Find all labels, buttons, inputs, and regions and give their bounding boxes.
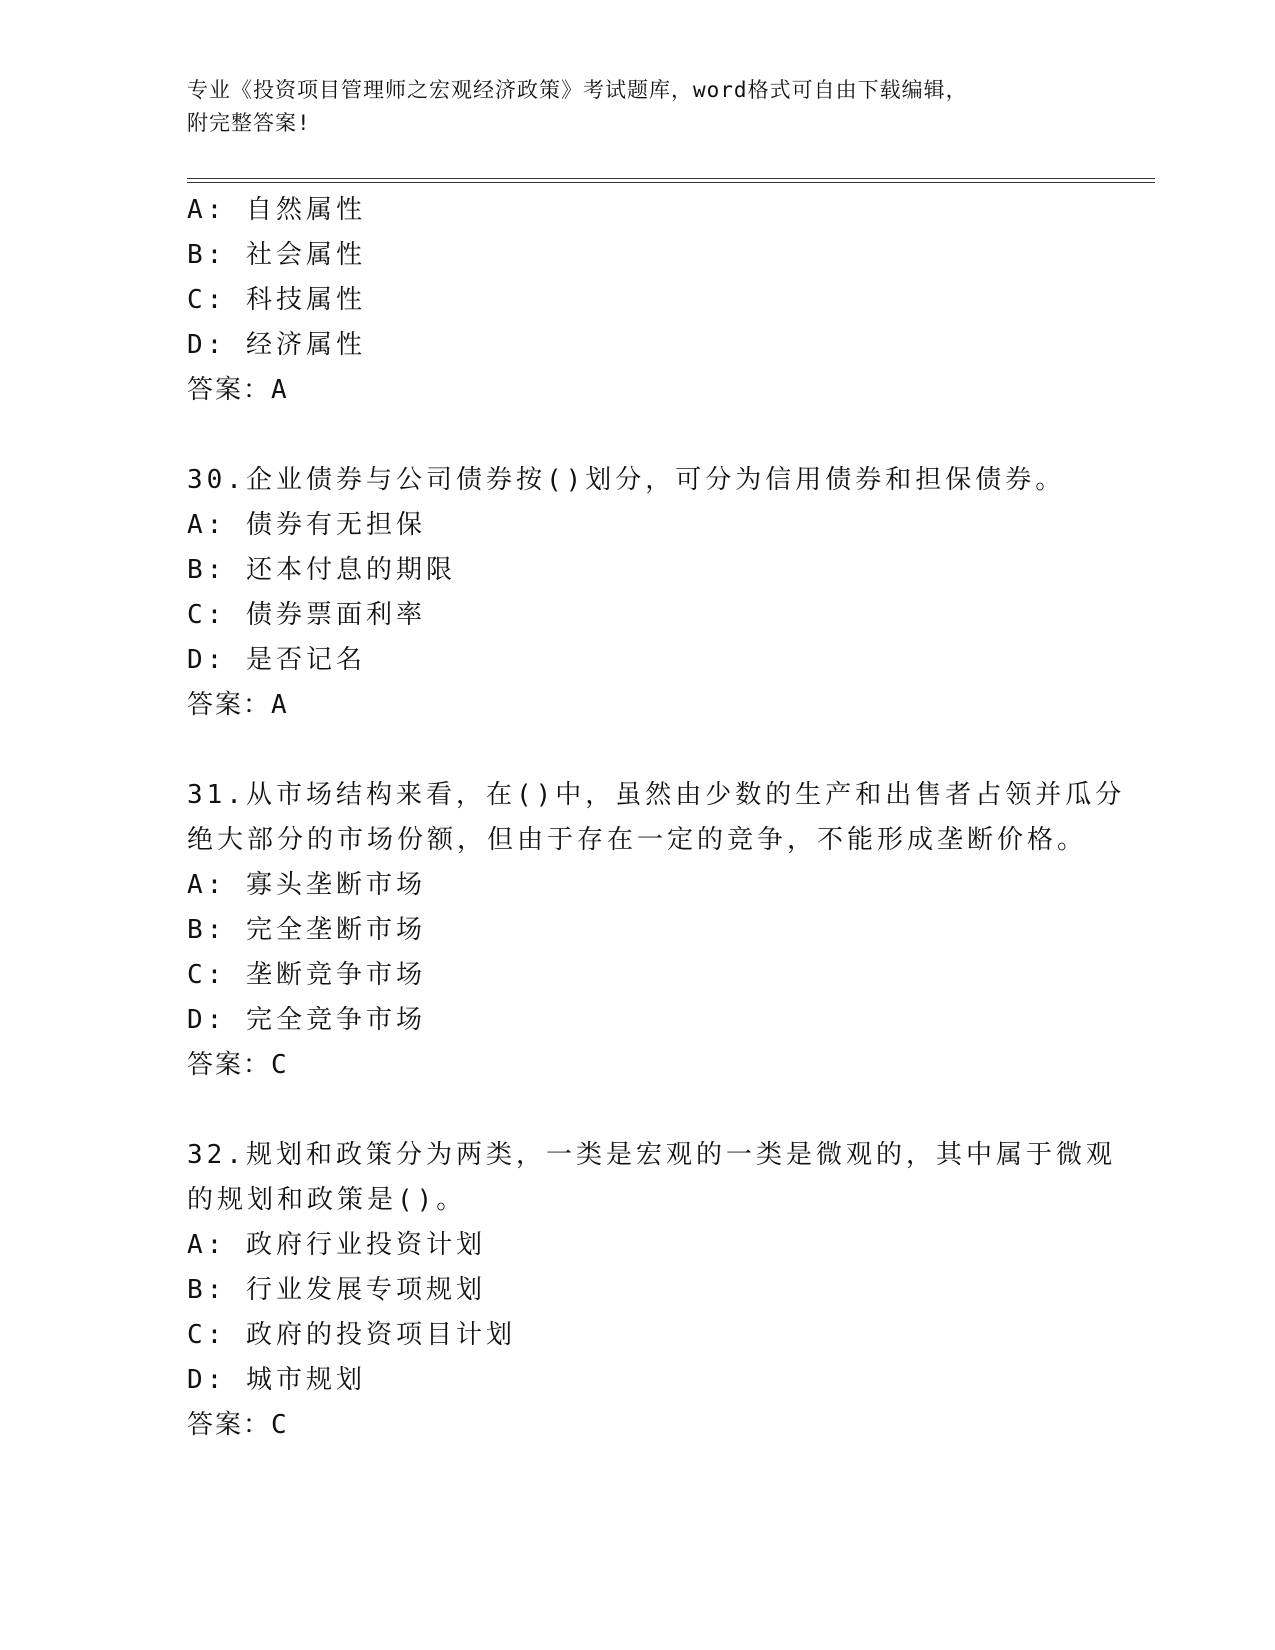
q32-stem-line-1: 32.规划和政策分为两类，一类是宏观的一类是微观的，其中属于微观 (187, 1140, 1116, 1170)
q30-answer: 答案：A (187, 690, 289, 720)
header-divider-bottom (187, 182, 1155, 183)
q31-stem-line-2: 绝大部分的市场份额，但由于存在一定的竞争，不能形成垄断价格。 (187, 825, 1088, 855)
header-line-1: 专业《投资项目管理师之宏观经济政策》考试题库，word格式可自由下载编辑， (187, 78, 968, 102)
q30-option-c: C: 债券票面利率 (187, 600, 426, 630)
q31-option-a: A: 寡头垄断市场 (187, 870, 426, 900)
q29-option-b: B: 社会属性 (187, 240, 366, 270)
q29-option-d: D: 经济属性 (187, 330, 366, 360)
header-divider-top (187, 178, 1155, 179)
q30-option-b: B: 还本付息的期限 (187, 555, 456, 585)
q32-answer: 答案：C (187, 1410, 289, 1440)
q31-option-c: C: 垄断竞争市场 (187, 960, 426, 990)
q32-option-a: A: 政府行业投资计划 (187, 1230, 486, 1260)
q32-option-c: C: 政府的投资项目计划 (187, 1320, 516, 1350)
q29-answer: 答案：A (187, 375, 289, 405)
q30-option-d: D: 是否记名 (187, 645, 366, 675)
q30-option-a: A: 债券有无担保 (187, 510, 426, 540)
q32-option-b: B: 行业发展专项规划 (187, 1275, 486, 1305)
q29-option-a: A: 自然属性 (187, 195, 366, 225)
header-line-2: 附完整答案! (187, 111, 311, 135)
q31-stem-line-1: 31.从市场结构来看，在()中，虽然由少数的生产和出售者占领并瓜分 (187, 780, 1126, 810)
document-header (187, 74, 1067, 140)
q32-option-d: D: 城市规划 (187, 1365, 366, 1395)
q29-option-c: C: 科技属性 (187, 285, 366, 315)
q31-answer: 答案：C (187, 1050, 289, 1080)
q31-option-b: B: 完全垄断市场 (187, 915, 426, 945)
q31-option-d: D: 完全竞争市场 (187, 1005, 426, 1035)
q32-stem-line-2: 的规划和政策是()。 (187, 1185, 467, 1215)
q30-stem: 30.企业债券与公司债券按()划分，可分为信用债券和担保债券。 (187, 465, 1066, 495)
